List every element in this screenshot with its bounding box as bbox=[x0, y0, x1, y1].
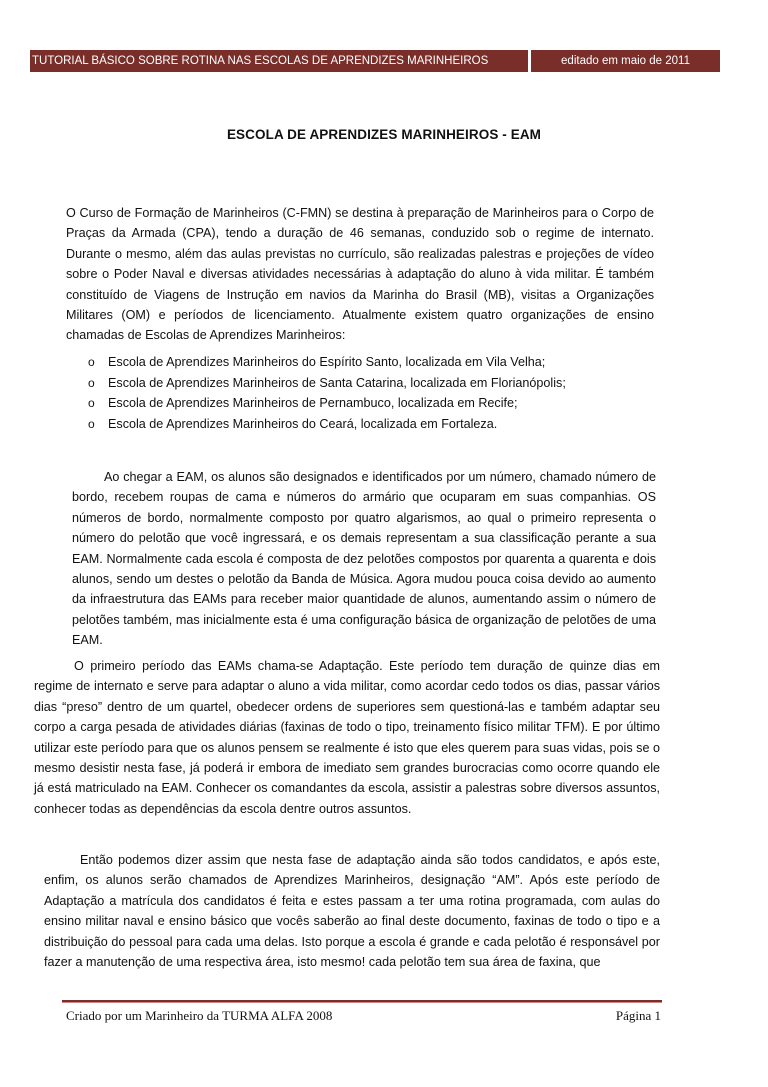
header-title: TUTORIAL BÁSICO SOBRE ROTINA NAS ESCOLAS DE APRENDIZES MARINHEIROS bbox=[32, 55, 489, 67]
list-item-text: Escola de Aprendizes Marinheiros de Pernambuco, localizada em Recife; bbox=[108, 396, 518, 410]
list-bullet: o bbox=[88, 355, 95, 369]
list-item bbox=[88, 373, 566, 394]
arrival-paragraph bbox=[72, 467, 656, 651]
page-number: Página 1 bbox=[615, 1008, 661, 1023]
intro-paragraph: O Curso de Formação de Marinheiros (C-FMN) se destina à preparação de Marinheiros para o Corpo de Praças da Armada (CPA), tendo a duração de 46 semanas, conduzido sob o regime de internato. Durante o mesmo, além das aulas previstas no currículo, são realizadas palestras e projeções de vídeo sobre o Poder Naval e diversas atividades necessárias à adaptação do aluno à vida militar. É também constituído de Viagens de Instrução em navios da Marinha do Brasil (MB), visitas a Organizações Militares (OM) e períodos de licenciamento. Atualmente existem quatro organizações de ensino chamadas de Escolas de Aprendizes Marinheiros: bbox=[66, 206, 654, 343]
footer-divider bbox=[62, 1000, 662, 1003]
list-item-text: Escola de Aprendizes Marinheiros do Ceará, localizada em Fortaleza. bbox=[108, 416, 498, 431]
list-bullet: o bbox=[88, 396, 95, 410]
list-item bbox=[88, 393, 566, 414]
page-title: ESCOLA DE APRENDIZES MARINHEIROS - EAM bbox=[226, 127, 542, 142]
list-bullet: o bbox=[88, 416, 95, 431]
arrival-paragraph-text: Ao chegar a EAM, os alunos são designados e identificados por um número, chamado número de bordo, recebem roupas de cama e números do armário que ocuparam em suas companhias. OS números de bordo, normalmente composto por quatro algarismos, ao qual o primeiro representa o número do pelotão que você ingressará, e os demais representam a sua classificação perante a sua EAM. Normalmente cada escola é composta de dez pelotões compostos por quarenta a quarenta e dois alunos, sendo um destes o pelotão da Banda de Música. Agora mudou pouca coisa devido ao aumento da infraestrutura das EAMs para receber maior quantidade de alunos, aumentando assim o número de pelotões também, mas inicialmente esta é uma configuração básica de organização de pelotões de uma EAM. bbox=[72, 470, 656, 648]
list-bullet: o bbox=[88, 375, 95, 390]
candidates-paragraph: Então podemos dizer assim que nesta fase de adaptação ainda são todos candidatos, e após este, enfim, os alunos serão chamados de Aprendizes Marinheiros, designação “AM”. Após este período de Adaptação a matrícula dos candidatos é feita e estes passam a ter uma rotina programada, com aulas do ensino militar naval e ensino básico que vocês saberão ao final deste documento, faxinas de todo o tipo e a distribuição do pessoal para cada uma delas. Isto porque a escola é grande e cada pelotão é responsável por fazer a manutenção de uma respectiva área, isto mesmo! cada pelotão tem sua área de faxina, que bbox=[44, 853, 660, 970]
header-edition-date: editado em maio de 2011 bbox=[528, 50, 720, 72]
list-item bbox=[88, 414, 566, 435]
adaptation-paragraph: O primeiro período das EAMs chama-se Adaptação. Este período tem duração de quinze dias em regime de internato e serve para adaptar o aluno a vida militar, como acordar cedo todos os dias, passar vários dias “preso” dentro de um quartel, obedecer ordens de superiores sem questioná-las e também adaptar seu corpo a carga pesada de atividades diárias (faxinas de todo o tipo, treinamento físico militar TFM). E por último utilizar este período para que os alunos pensem se realmente é isto que eles querem para suas vidas, pois se o mesmo desistir nesta fase, já poderá ir embora de imediato sem grandes burocracias como ocorre quando ele já está matriculado na EAM. Conhecer os comandantes da escola, assistir a palestras sobre diversos assuntos, conhecer todas as dependências da escola dentre outros assuntos. bbox=[34, 659, 660, 816]
schools-list bbox=[88, 352, 566, 434]
footer-credit: Criado por um Marinheiro da TURMA ALFA 2008 bbox=[66, 1008, 333, 1023]
running-header bbox=[30, 50, 720, 72]
list-item-text: Escola de Aprendizes Marinheiros do Espírito Santo, localizada em Vila Velha; bbox=[108, 355, 546, 369]
list-item-text: Escola de Aprendizes Marinheiros de Santa Catarina, localizada em Florianópolis; bbox=[108, 375, 566, 390]
list-item bbox=[88, 352, 566, 373]
